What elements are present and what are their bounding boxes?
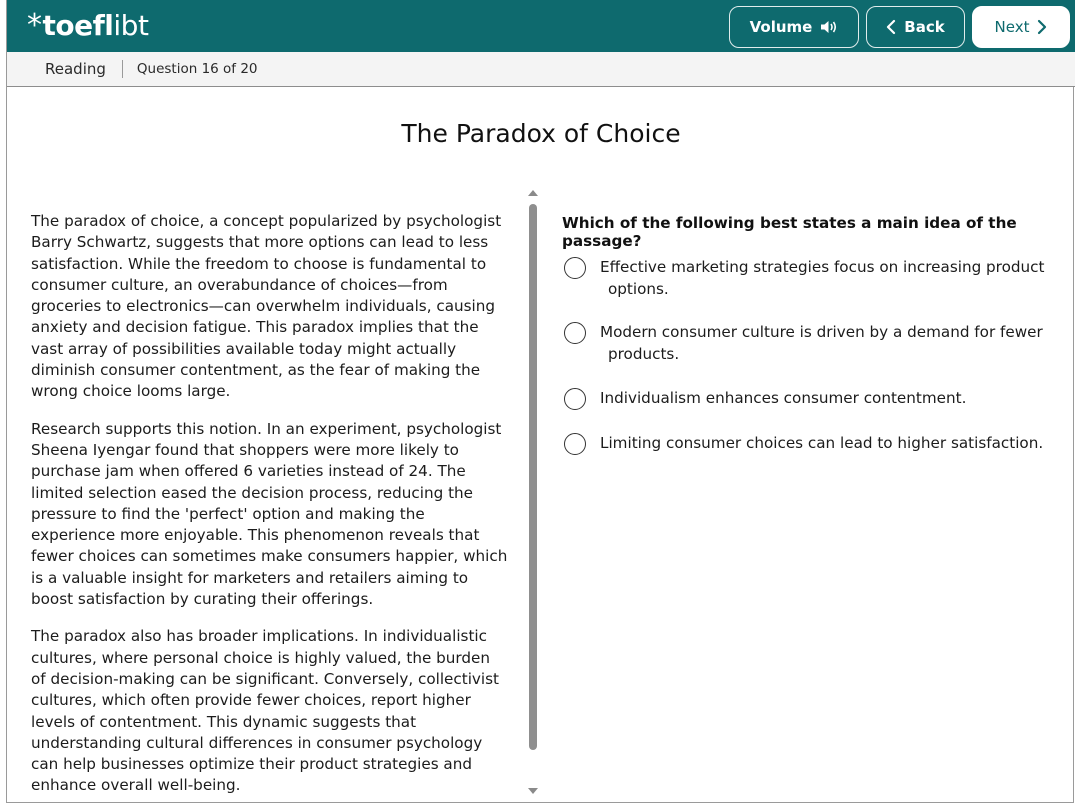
radio-button[interactable] <box>564 433 586 455</box>
passage-text <box>31 211 509 807</box>
back-button-label: Back <box>904 18 945 36</box>
scroll-up-arrow-icon[interactable] <box>528 190 538 196</box>
next-button-label: Next <box>994 18 1030 36</box>
radio-button[interactable] <box>564 257 586 279</box>
next-button[interactable] <box>972 6 1070 48</box>
section-bar <box>7 52 1075 87</box>
speaker-icon <box>820 19 838 35</box>
section-divider <box>122 60 123 78</box>
answer-option-4[interactable] <box>564 433 1054 455</box>
app-frame <box>6 0 1074 803</box>
passage-paragraph-2: Research supports this notion. In an experiment, psychologist Sheena Iyengar found that shoppers were more likely to purchase jam when offered 6 varieties instead of 24. The limited selection eased the decision process, reducing the pressure to find the 'perfect' option and making the experience more enjoyable. This phenomenon reveals that fewer choices can sometimes make consumers happier, which is a valuable insight for marketers and retailers aiming to boost satisfaction by curating their offerings. <box>31 419 508 609</box>
toefl-ibt-logo: *toeflibt <box>27 8 149 43</box>
answer-option-3[interactable] <box>564 388 1054 410</box>
section-name: Reading <box>45 60 106 78</box>
question-prompt: Which of the following best states a main idea of the passage? <box>562 214 1017 250</box>
answer-option-label: Effective marketing strategies focus on increasing product options. <box>600 258 1045 298</box>
passage-paragraph-3: The paradox also has broader implications. In individualistic cultures, where personal choice is highly valued, the burden of decision-making can be significant. Conversely, collectivist cultures, which often provide fewer choices, report higher levels of contentment. This dynamic suggests that understanding cultural differences in consumer psychology can help businesses optimize their product strategies and enhance overall well-being. <box>31 627 500 795</box>
top-bar <box>7 0 1075 52</box>
answer-option-label: Limiting consumer choices can lead to higher satisfaction. <box>600 434 1044 452</box>
chevron-right-icon <box>1037 19 1047 35</box>
answer-option-label: Modern consumer culture is driven by a demand for fewer products. <box>600 323 1043 363</box>
passage-paragraph-1: The paradox of choice, a concept popularized by psychologist Barry Schwartz, suggests that more options can lead to less satisfaction. While the freedom to choose is fundamental to consumer culture, an overabundance of choices—from groceries to electronics—can overwhelm individuals, causing anxiety and decision fatigue. This paradox implies that the vast array of possibilities available today might actually diminish consumer contentment, as the fear of making the wrong choice looms large. <box>31 212 502 401</box>
radio-button[interactable] <box>564 322 586 344</box>
passage-scrollbar[interactable] <box>529 204 537 750</box>
chevron-left-icon <box>886 19 896 35</box>
scroll-down-arrow-icon[interactable] <box>528 788 538 794</box>
question-counter: Question 16 of 20 <box>136 61 258 77</box>
radio-button[interactable] <box>564 388 586 410</box>
volume-button[interactable] <box>729 6 859 48</box>
volume-button-label: Volume <box>749 18 813 36</box>
answer-option-label: Individualism enhances consumer contentment. <box>600 389 967 407</box>
back-button[interactable] <box>866 6 965 48</box>
answer-option-2[interactable] <box>564 322 1054 365</box>
answer-option-1[interactable] <box>564 257 1054 300</box>
passage-title: The Paradox of Choice <box>401 119 681 148</box>
